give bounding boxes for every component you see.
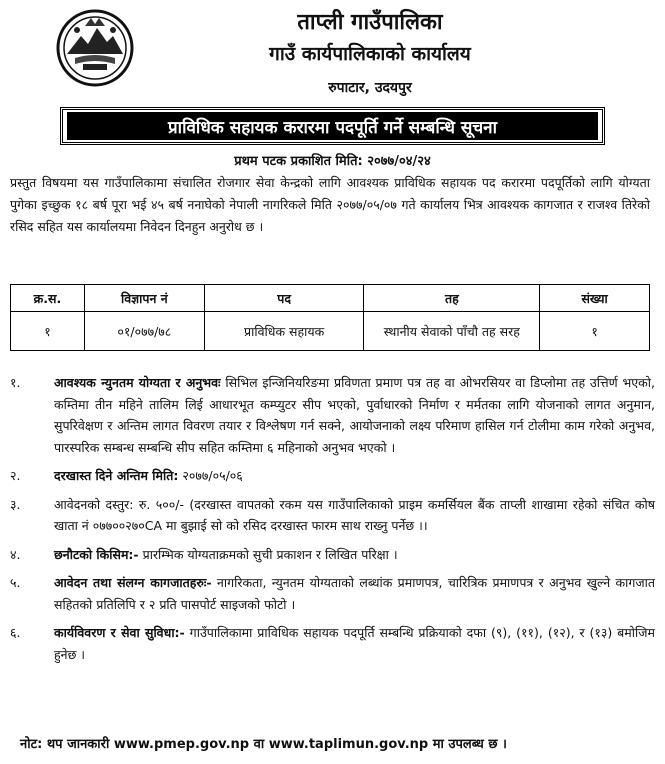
list-item xyxy=(10,465,655,487)
table-row xyxy=(11,312,650,351)
table-header-row xyxy=(11,285,650,312)
list-item xyxy=(10,544,655,566)
item-text: २०७७/०५/०६ xyxy=(178,468,243,483)
item-label: कार्यविवरण र सेवा सुविधा:- xyxy=(54,625,185,640)
list-item xyxy=(10,622,655,665)
item-number: १. xyxy=(10,375,21,390)
item-label: आवश्यक न्युनतम योग्यता र अनुभवः xyxy=(54,375,221,390)
header-level: तह xyxy=(364,285,540,312)
notice-items xyxy=(10,372,655,672)
vacancy-table xyxy=(10,284,650,351)
item-text: प्रारम्भिक योग्यताक्रमको सुची प्रकाशन र लिखित परिक्षा । xyxy=(138,546,398,562)
cell-level: स्थानीय सेवाको पाँचौ तह सरह xyxy=(364,312,540,351)
office-location: रुपाटार, उदयपुर xyxy=(328,80,412,96)
municipality-name: ताप्ली गाउँपालिका xyxy=(297,10,443,35)
item-number: ३. xyxy=(10,496,21,512)
nepal-government-emblem xyxy=(55,8,135,88)
header-count: संख्या xyxy=(540,285,650,312)
list-item xyxy=(10,494,655,537)
item-number: ६. xyxy=(10,625,21,640)
footer-note: नोट: थप जानकारी www.pmep.gov.np वा www.taplimun.gov.np मा उपलब्ध छ । xyxy=(20,737,507,752)
cell-serial: १ xyxy=(11,312,85,351)
item-text: गाउँपालिकामा प्राविधिक सहायक पदपूर्ति सम्बन्धि प्रक्रियाको दफा (९), (११), (१२), र (१३) बमोजिम हुनेछ । xyxy=(54,625,655,662)
intro-paragraph: प्रस्तुत विषयमा यस गाउँपालिकामा संचालित रोजगार सेवा केन्द्रको लागि आवश्यक प्राविधिक सहायक पद करारमा पदपूर्तिको लागि योग्यता पुगेका इच्छुक १८ बर्ष पूरा भई ४५ बर्ष ननाघेको नेपाली नागरिकले मिति २०७७/०५/०७ गते कार्यालय भित्र आवश्यक कागजात र राजश्व तिरेको रसिद सहित यस कार्यालयमा निवेदन दिनहुन अनुरोध छ । xyxy=(10,175,650,234)
list-item xyxy=(10,372,655,458)
office-name: गाउँ कार्यपालिकाको कार्यालय xyxy=(269,43,471,65)
item-number: २. xyxy=(10,468,21,483)
list-item xyxy=(10,572,655,615)
header-serial: क्र.स. xyxy=(11,285,85,312)
cell-ad-number: ०१/०७७/७८ xyxy=(84,312,204,351)
notice-heading: प्राविधिक सहायक करारमा पदपूर्ति गर्ने सम्बन्धि सूचना xyxy=(67,112,598,140)
cell-count: १ xyxy=(540,312,650,351)
item-text: आवेदनको दस्तुर: रु. ५००/- (दरखास्त वापतको रकम यस गाउँपालिकाको प्राइम कमर्सियल बैंक ताप्ली शाखामा रहेको संचित कोष खाता नं ०७७००२७०CA मा बुझाई सो को रसिद दरखास्त फारम साथ राख्नु पर्नेछ ।। xyxy=(54,496,655,533)
header-ad-number: विज्ञापन नं xyxy=(84,285,204,312)
item-text: नागरिकता, न्युनतम योग्यताको लब्धांक प्रमाणपत्र, चारित्रिक प्रमाणपत्र र अनुभव खुल्ने कागजात सहितको प्रतिलिपि र २ प्रति पासपोर्ट साइजको फोटो । xyxy=(54,575,656,612)
published-date: प्रथम पटक प्रकाशित मिति: २०७७/०४/२४ xyxy=(234,154,431,169)
item-text: सिभिल इन्जिनियरिङमा प्रविणता प्रमाण पत्र तह वा ओभरसियर वा डिप्लोमा तह उत्तिर्ण भएको, कम्तिमा तीन महिने तालिम लिई आधारभूत कम्प्युटर सीप भएको, पुर्वाधारको निर्माण र मर्मतका लागि योजनाको लागत अनुमान, सुपरिवेक्षण र अन्तिम लागत विवरण तयार र विश्लेषण गर्न सक्ने, आयोजनाको लक्ष्य परिमाण हासिल गर्न टोलीमा काम गरेको अनुभव, पारस्परिक सम्बन्ध सम्बन्धि सीप सहित कम्तिमा ६ महिनाको अनुभव भएको । xyxy=(54,375,655,455)
item-label: छनौटको किसिम:- xyxy=(54,546,139,562)
item-label: आवेदन तथा संलग्न कागजातहरुः- xyxy=(54,575,212,590)
item-number: ५. xyxy=(10,575,21,590)
header-post: पद xyxy=(204,285,364,312)
notice-heading-box xyxy=(60,107,605,145)
item-number: ४. xyxy=(10,546,21,562)
cell-post: प्राविधिक सहायक xyxy=(204,312,364,351)
item-label: दरखास्त दिने अन्तिम मिति: xyxy=(54,468,179,483)
